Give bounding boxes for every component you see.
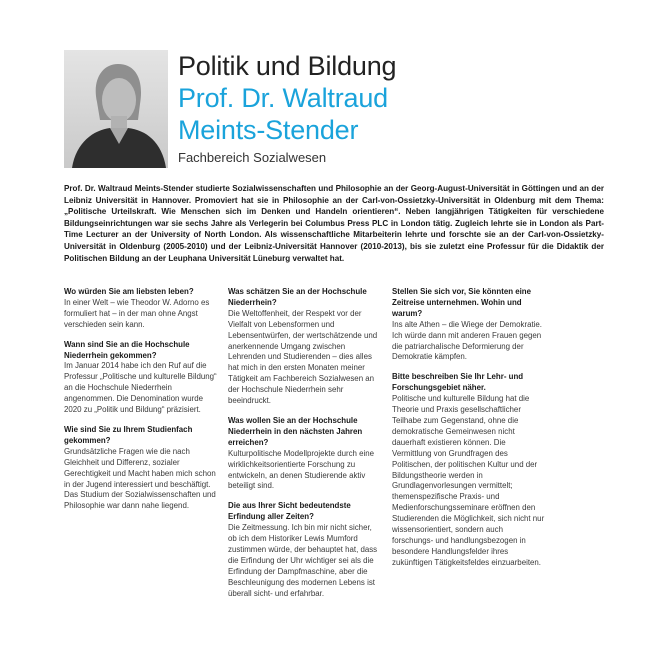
answer: Im Januar 2014 habe ich den Ruf auf die Professur „Politische und kulturelle Bildung“ an die Hochschule Niederrhein angenommen. Die Denomination wurde 2020 zu „Politik und Bildung“ präzisiert. [64,361,217,415]
qa-block [228,416,382,492]
interview-column-1 [64,287,218,521]
question: Wo würden Sie am liebsten leben? [64,287,194,296]
question: Die aus Ihrer Sicht bedeutendste Erfindung aller Zeiten? [228,501,351,522]
question: Stellen Sie sich vor, Sie könnten eine Zeitreise unternehmen. Wohin und warum? [392,287,532,318]
question: Was schätzen Sie an der Hochschule Niederrhein? [228,287,367,307]
answer: Die Weltoffenheit, der Respekt vor der Vielfalt von Lebensformen und Lebensentwürfen, der wertschätzende und anerkennende Umgang zwischen Lehrenden und Studierenden – dies alles hat mich in den ersten Monaten meiner Tätigkeit am Fachbereich Sozialwesen an der Hochschule Niederrhein sehr beeindruckt. [228,308,378,406]
question: Wann sind Sie an die Hochschule Niederrhein gekommen? [64,339,190,360]
portrait-photo [64,50,168,168]
answer: Die Zeitmessung. Ich bin mir nicht sicher, ob ich dem Historiker Lewis Mumford zustimmen würde, der behauptet hat, dass die Erfindung der Uhr wichtiger sei als die Erfindung der Dampfmaschine, aber die Beschleunigung des modernen Lebens ist überall sicht- und erfahrbar. [228,523,378,598]
qa-block [64,340,218,416]
answer: Politische und kulturelle Bildung hat die Theorie und Praxis gesellschaftlicher Teilhabe zum Gegenstand, ohne die demokratische Gemeinwesen nicht dauerhaft existieren können. Die Vermittlung von Grundfragen des Politischen, der politischen Kultur und der Bildungstheorie werden in Grundlagenvorlesungen vermittelt; themenspezifische Praxis- und Medienforschungsseminare eröffnen den Studierenden die Möglichkeit, sich nicht nur wissensorientiert, sondern auch forschungs- und handlungsbezogen in besondere Handlungsfelder ihres zukünftigen Tätigkeitsfeldes einzuarbeiten. [392,394,545,567]
qa-block [228,287,382,407]
interview-column-3 [392,287,546,578]
department-label: Fachbereich Sozialwesen [178,150,327,165]
question: Wie sind Sie zu Ihrem Studienfach gekommen? [64,424,193,445]
answer: Kulturpolitische Modellprojekte durch eine wirklichkeitsorientierte Forschung zu entwickeln, an denen Studierende aktiv beteiligt sind. [228,448,375,491]
qa-block [392,372,546,568]
qa-block [392,287,546,363]
qa-block [228,501,382,599]
page-heading [178,50,598,166]
person-portrait-icon [64,50,168,168]
person-name-line-2: Meints-Stender [178,115,359,145]
qa-block [64,425,218,512]
answer: Ins alte Athen – die Wiege der Demokratie. Ich würde dann mit anderen Frauen gegen die patriarchalische Deformierung der Demokratie kämpfen. [392,319,543,362]
bio-intro: Prof. Dr. Waltraud Meints-Stender studierte Sozialwissenschaften und Philosophie an der Georg-August-Universität in Göttingen und an der Leibniz Universität in Hannover. Promoviert hat sie in Philosophie an der Carl-von-Ossietzky-Universität in Oldenburg mit dem Thema: „Politische Urteilskraft. Wie Menschen sich im Denken und Handeln orientieren“. Neben langjährigen Tätigkeiten für verschiedene Bildungseinrichtungen war sie sechs Jahre als Verlegerin bei Columbus Press PLC in London tätig. Zugleich lehrte sie in London als Part-Time Lecturer an der University of North London. Als wissenschaftliche Mitarbeiterin lehrte und forschte sie an der Carl-von-Ossietzky-Universität in Oldenburg (2005-2010) und der Leibniz-Universität Hannover (2010-2013), bis sie zuletzt eine Professur für die Didaktik der Politischen Bildung an der Leuphana Universität Lüneburg verwaltet hat. [64,184,604,263]
question: Was wollen Sie an der Hochschule Niederrhein in den nächsten Jahren erreichen? [228,415,363,447]
question: Bitte beschreiben Sie Ihr Lehr- und Forschungsgebiet näher. [392,372,524,393]
person-name-line-1: Prof. Dr. Waltraud [178,83,388,113]
interview-column-2 [228,287,382,608]
answer: Grundsätzliche Fragen wie die nach Gleichheit und Differenz, sozialer Gerechtigkeit und Macht haben mich schon in der Jugend interessiert und beschäftigt. Das Studium der Sozialwissenschaften und Philosophie war dann nahe liegend. [64,446,216,511]
answer: In einer Welt – wie Theodor W. Adorno es formuliert hat – in der man ohne Angst verschieden sein kann. [64,297,210,329]
qa-block [64,287,218,331]
section-title: Politik und Bildung [178,51,397,81]
